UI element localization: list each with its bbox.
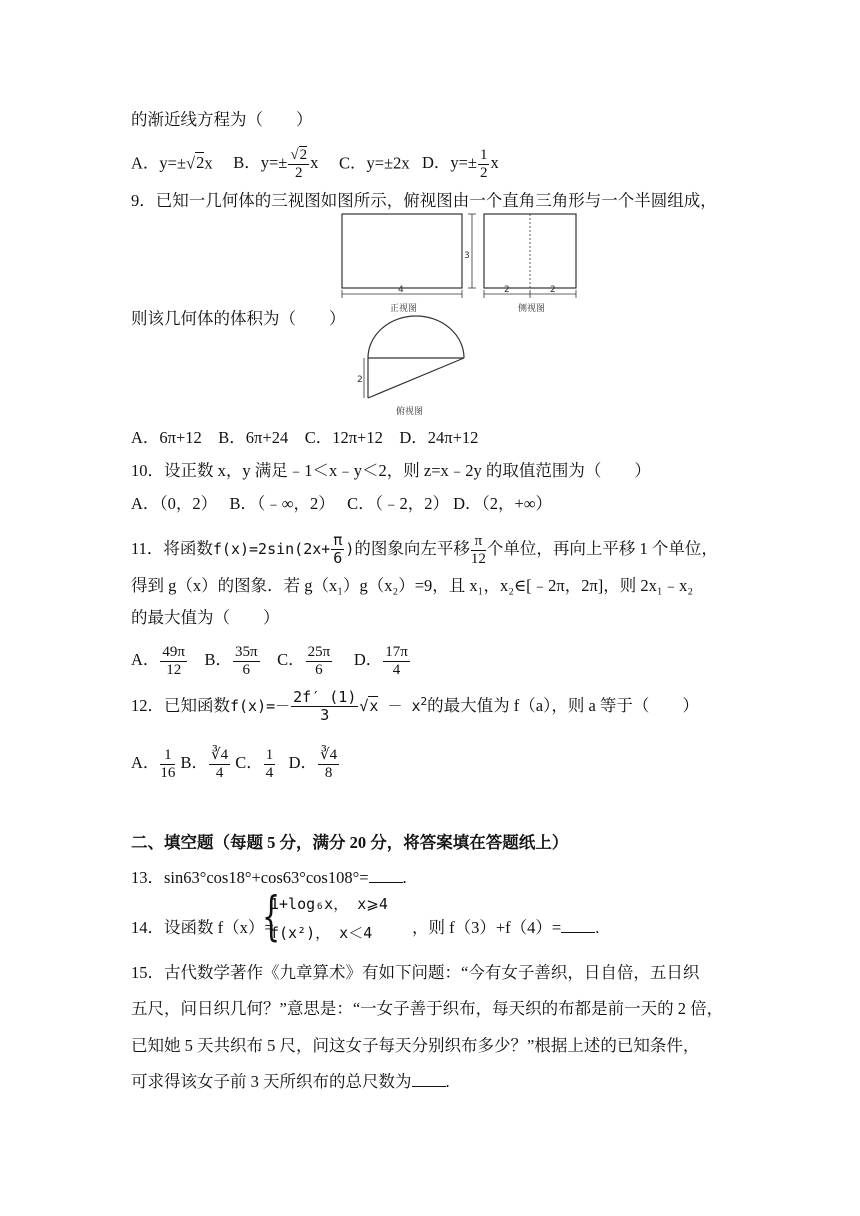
q11-option-b: B． $\frac{35\pi}{6}$ (204, 644, 258, 678)
q9-options: A．6π+12 B．6π+24 C．12π+12 D．24π+12 (131, 428, 479, 447)
q13-stem: 13．sin63°cos18°+cos63°cos108°= . (131, 868, 407, 887)
q13-answer-blank (369, 868, 403, 883)
q9-stem-line1: 9．已知一几何体的三视图如图所示，俯视图由一个直角三角形与一个半圆组成， (131, 191, 717, 210)
q11-options (131, 645, 411, 678)
side-view-label: 侧视图 (518, 304, 546, 314)
side-right-label: 2 (550, 285, 556, 295)
q11-function: f(x)=2sin(2x+ $\frac{\pi}{6}$ ) (212, 531, 355, 567)
q14-answer-blank (561, 918, 595, 933)
q14-case1: 1+log₆x， x⩾4 (270, 895, 388, 913)
q8-option-c: C．y=±2x (338, 153, 410, 173)
q9-stem-line2: 则该几何体的体积为（ ） (131, 309, 346, 328)
front-width-label: 4 (398, 285, 404, 295)
q12-function: f(x)=－ $\frac{2f' (1)}{3}$ $√x - x^2$ (230, 688, 428, 724)
q15-line1: 15．古代数学著作《九章算术》有如下问题：“今有女子善织，日自倍，五日织 (131, 963, 700, 982)
top-height-label: 2 (357, 375, 363, 385)
q14-stem-post: ，则 f（3）+f（4）= . (412, 918, 600, 937)
q11-stem-line1: 11．将函数f(x)=2sin(2x+ $\frac{\pi}{6}$ )的图象向左平移 $\frac{\pi}{12}$ 个单位，再向上平移 1 个单位， (131, 531, 718, 567)
q12-option-a: A． $\frac{1}{16}$ (131, 747, 176, 781)
q11-stem-line3: 的最大值为（ ） (131, 608, 280, 627)
q8-options (131, 148, 499, 181)
q15-line3: 已知她 5 天共织布 5 尺，问这女子每天分别织布多少？”根据上述的已知条件， (131, 1036, 700, 1055)
q11-option-c: C． $\frac{25\pi}{6}$ (277, 644, 331, 678)
q12-option-b: B． $\frac{∛4}{4}$ (180, 747, 229, 781)
q14-case2: f(x²)， x＜4 (270, 924, 373, 942)
front-height-label: 3 (464, 251, 470, 261)
q15-line2: 五尺，问日织几何？”意思是：“一女子善于织布，每天织的布都是前一天的 2 倍， (131, 999, 724, 1018)
q11-stem-line2: 得到 g（x）的图象．若 g（x₁）g（x₂）=9，且 x₁，x₂∈[﹣2π，2π]，则 2x₁﹣x₂ (131, 576, 694, 595)
front-view-rect (342, 214, 462, 288)
section-2-title: 二、填空题（每题 5 分，满分 20 分，将答案填在答题纸上） (131, 833, 569, 852)
q11-option-d: D． $\frac{17\pi}{4}$ (353, 644, 408, 678)
side-left-label: 2 (504, 285, 510, 295)
q15-answer-blank (412, 1072, 446, 1087)
q12-options (131, 748, 340, 781)
q10-stem: 10．设正数 x，y 满足﹣1＜x﹣y＜2，则 z=x﹣2y 的取值范围为（ ） (131, 461, 651, 480)
q14-stem-pre: 14．设函数 f（x）= (131, 918, 274, 937)
front-view-label: 正视图 (390, 304, 418, 314)
q10-options: A．（0，2） B．（﹣∞，2） C．（﹣2，2） D．（2，+∞） (131, 494, 553, 513)
q11-option-a: A． $\frac{49\pi}{12}$ (131, 644, 185, 678)
q12-option-d: D． $\frac{∛4}{8}$ (288, 747, 338, 781)
three-view-figure (330, 210, 590, 420)
q14-piecewise (270, 893, 388, 943)
q8-option-a: A．y=±√2x (131, 153, 213, 173)
q8-stem-tail: 的渐近线方程为（ ） (131, 110, 313, 129)
top-view-semicircle (368, 316, 464, 358)
q14-brace: { (262, 887, 281, 947)
q8-option-d: D．y=± $\frac{1}{2}$ x (421, 147, 499, 181)
top-view-label: 俯视图 (396, 407, 424, 417)
q15-line4: 可求得该女子前 3 天所织布的总尺数为 . (131, 1072, 450, 1091)
q12-option-c: C． $\frac{1}{4}$ (235, 747, 274, 781)
q8-option-b: B．y=± $\frac{√2}{2}$ x (233, 147, 319, 181)
q12-stem: 12．已知函数f(x)=－ $\frac{2f' (1)}{3}$ $√x - x^2$的最大值为 f（a），则 a 等于（ ） (131, 688, 699, 724)
